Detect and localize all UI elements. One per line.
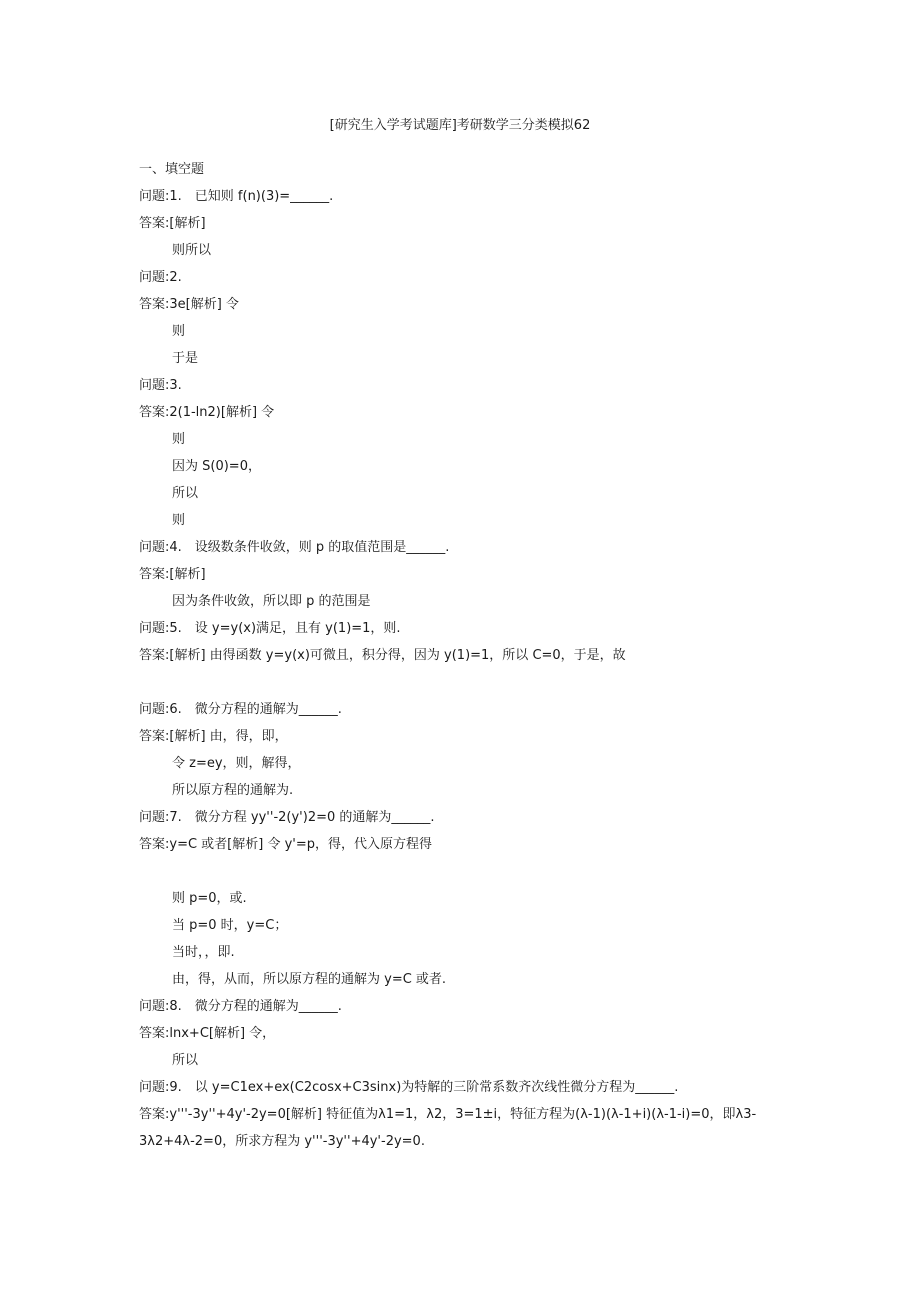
blank-line bbox=[139, 858, 799, 885]
answer-7: 答案:y=C 或者[解析] 令 y'=p，得，代入原方程得 bbox=[139, 837, 432, 852]
question-9: 问题:9. 以 y=C1ex+ex(C2cosx+C3sinx)为特解的三阶常系数齐次线性微分方程为______. bbox=[139, 1080, 679, 1095]
question-6: 问题:6. 微分方程的通解为______. bbox=[139, 702, 342, 717]
answer-6-step: 令 z=ey，则，解得， bbox=[172, 756, 301, 771]
answer-8: 答案:lnx+C[解析] 令， bbox=[139, 1026, 276, 1041]
answer-5: 答案:[解析] 由得函数 y=y(x)可微且，积分得，因为 y(1)=1，所以 C=0，于是，故 bbox=[139, 648, 626, 663]
answer-2-step: 则 bbox=[172, 324, 186, 339]
answer-1: 答案:[解析] bbox=[139, 216, 206, 231]
question-5: 问题:5. 设 y=y(x)满足，且有 y(1)=1，则. bbox=[139, 621, 401, 636]
document-title: [研究生入学考试题库]考研数学三分类模拟62 bbox=[329, 118, 591, 133]
question-4: 问题:4. 设级数条件收敛，则 p 的取值范围是______. bbox=[139, 540, 450, 555]
answer-3: 答案:2(1-ln2)[解析] 令 bbox=[139, 405, 275, 420]
answer-9: 答案:y'''-3y''+4y'-2y=0[解析] 特征值为λ1=1，λ2，3=1±i，特征方程为(λ-1)(λ-1+i)(λ-1-i)=0，即λ3-3λ2+4λ-2=0，所求方程为 y'''-3y''+4y'-2y=0. bbox=[139, 1107, 757, 1149]
answer-3-step: 则 bbox=[172, 432, 186, 447]
question-2: 问题:2. bbox=[139, 270, 182, 285]
question-1: 问题:1. 已知则 f(n)(3)=______. bbox=[139, 189, 334, 204]
section-heading: 一、填空题 bbox=[139, 162, 205, 177]
answer-7-step: 由，得，从而，所以原方程的通解为 y=C 或者. bbox=[172, 972, 447, 987]
question-8: 问题:8. 微分方程的通解为______. bbox=[139, 999, 342, 1014]
answer-7-step: 则 p=0，或. bbox=[172, 891, 247, 906]
answer-6-step: 所以原方程的通解为. bbox=[172, 783, 294, 798]
question-3: 问题:3. bbox=[139, 378, 182, 393]
answer-2: 答案:3e[解析] 令 bbox=[139, 297, 239, 312]
answer-7-step: 当时，，即. bbox=[172, 945, 235, 960]
answer-2-step: 于是 bbox=[172, 351, 199, 366]
blank-line bbox=[139, 669, 799, 696]
question-7: 问题:7. 微分方程 yy''-2(y')2=0 的通解为______. bbox=[139, 810, 435, 825]
answer-7-step: 当 p=0 时，y=C； bbox=[172, 918, 288, 933]
answer-1-step: 则所以 bbox=[172, 243, 212, 258]
answer-8-step: 所以 bbox=[172, 1053, 199, 1068]
answer-4: 答案:[解析] bbox=[139, 567, 206, 582]
answer-4-step: 因为条件收敛，所以即 p 的范围是 bbox=[172, 594, 371, 609]
answer-3-step: 因为 S(0)=0， bbox=[172, 459, 261, 474]
document-body bbox=[139, 156, 799, 1155]
answer-6: 答案:[解析] 由，得，即， bbox=[139, 729, 288, 744]
answer-3-step: 所以 bbox=[172, 486, 199, 501]
answer-3-step: 则 bbox=[172, 513, 186, 528]
